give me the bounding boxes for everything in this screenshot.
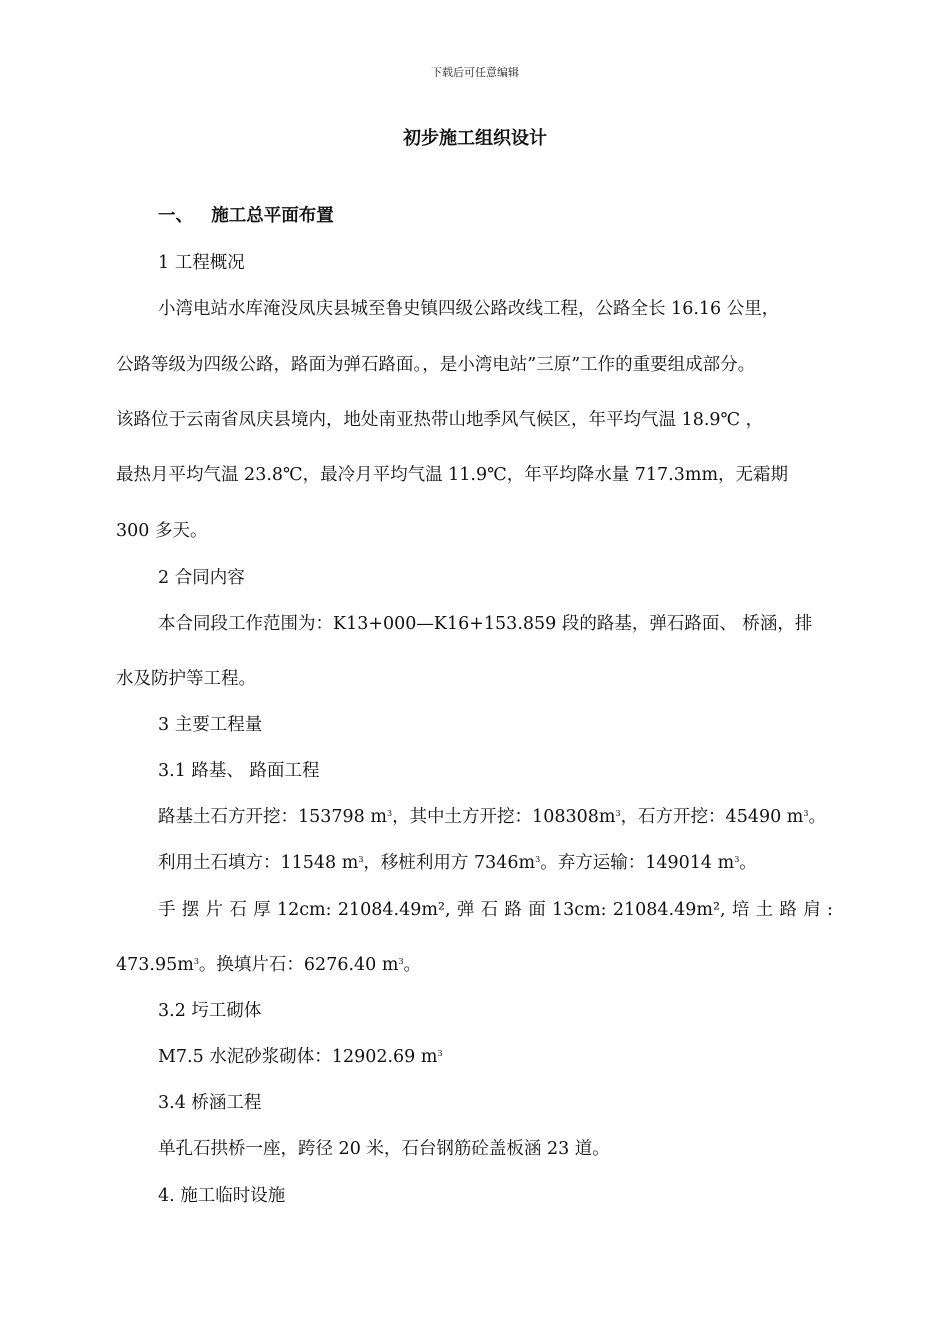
excavation-total: 路基土石方开挖：153798 m: [158, 807, 387, 827]
document-title: 初步施工组织设计: [403, 128, 547, 149]
subsection-3-heading: 3 主要工程量: [158, 715, 263, 735]
paving-line: [158, 898, 833, 922]
spoil-transport: 。弃方运输：149014 m: [540, 853, 735, 873]
fill-total: 利用土石填方：11548 m: [158, 853, 359, 873]
unit-superscript: 3: [398, 957, 404, 966]
subsection-1-heading: 1 工程概况: [158, 253, 245, 273]
unit-superscript: 3: [193, 957, 199, 966]
punctuation: 。: [403, 955, 422, 975]
earthwork-excavation-line: [158, 805, 826, 829]
subsection-3-1-heading: 3.1 路基、 路面工程: [158, 761, 320, 781]
paving-word: 21084.49m²,: [612, 900, 726, 920]
punctuation: 。: [808, 807, 826, 827]
paving-word: 弹: [456, 900, 475, 920]
unit-superscript: 3: [386, 809, 393, 818]
section-1-heading: [158, 204, 334, 228]
paving-word: 手: [158, 900, 176, 920]
section-1-number: 一、: [158, 206, 193, 226]
section-1-title: 施工总平面布置: [211, 206, 334, 226]
paragraph-line: 该路位于云南省凤庆县境内，地处南亚热带山地季风气候区，年平均气温 18.9℃ ，: [116, 410, 764, 430]
paragraph-line: 公路等级为四级公路，路面为弹石路面。，是小湾电站”三原”工作的重要组成部分。: [116, 355, 756, 375]
paving-word: :: [827, 900, 833, 920]
paving-word: 13cm:: [552, 900, 607, 920]
paving-word: 路: [779, 900, 797, 920]
excavation-rock: ，石方开挖：45490 m: [620, 807, 804, 827]
paragraph-line: 小湾电站水库淹没凤庆县城至鲁史镇四级公路改线工程，公路全长 16.16 公里，: [158, 299, 780, 319]
paving-word: 石: [480, 900, 499, 920]
paving-word: 12cm:: [276, 900, 332, 920]
paragraph-line: 最热月平均气温 23.8℃，最冷月平均气温 11.9℃，年平均降水量 717.3mm，无霜期: [116, 465, 789, 485]
unit-superscript: 3: [358, 855, 364, 864]
paving-word: 21084.49m²,: [337, 900, 451, 920]
subsection-3-2-heading: 3.2 圬工砌体: [158, 1001, 262, 1021]
paving-word: 厚: [253, 900, 271, 920]
paving-word: 土: [755, 900, 774, 920]
paving-word: 肩: [803, 900, 821, 920]
subsection-3-4-heading: 3.4 桥涵工程: [158, 1093, 262, 1113]
replacement-stone: 。换填片石：6276.40 m: [198, 955, 399, 975]
paving-word: 片: [205, 900, 224, 920]
paragraph-line: 水及防护等工程。: [116, 669, 256, 689]
shoulder-line: [116, 953, 421, 977]
unit-superscript: 3: [437, 1049, 443, 1058]
paving-word: 摆: [181, 900, 200, 920]
punctuation: 。: [739, 853, 757, 873]
relocated-fill: ，移桩利用方 7346m: [363, 853, 536, 873]
unit-superscript: 3: [615, 809, 621, 818]
paragraph-line: 本合同段工作范围为：K13+000—K16+153.859 段的路基，弹石路面、 桥涵，排: [158, 614, 813, 634]
shoulder-volume: 473.95m: [116, 955, 194, 975]
subsection-4-heading: 4. 施工临时设施: [158, 1186, 286, 1206]
paving-word: 石: [229, 900, 247, 920]
page-header: 下载后可任意编辑: [431, 66, 519, 79]
subsection-2-heading: 2 合同内容: [158, 568, 245, 588]
unit-superscript: 3: [535, 855, 541, 864]
fill-line: [158, 851, 757, 875]
excavation-earth: ，其中土方开挖：108308m: [392, 807, 616, 827]
paving-word: 路: [504, 900, 522, 920]
paragraph-line: 300 多天。: [116, 521, 208, 541]
masonry-line: [158, 1045, 443, 1069]
unit-superscript: 3: [803, 809, 809, 818]
paving-word: 培: [731, 900, 750, 920]
paving-word: 面: [528, 900, 546, 920]
unit-superscript: 3: [734, 855, 740, 864]
bridge-line: 单孔石拱桥一座，跨径 20 米，石台钢筋砼盖板涵 23 道。: [158, 1139, 610, 1159]
masonry-volume: M7.5 水泥砂浆砌体：12902.69 m: [158, 1047, 438, 1067]
